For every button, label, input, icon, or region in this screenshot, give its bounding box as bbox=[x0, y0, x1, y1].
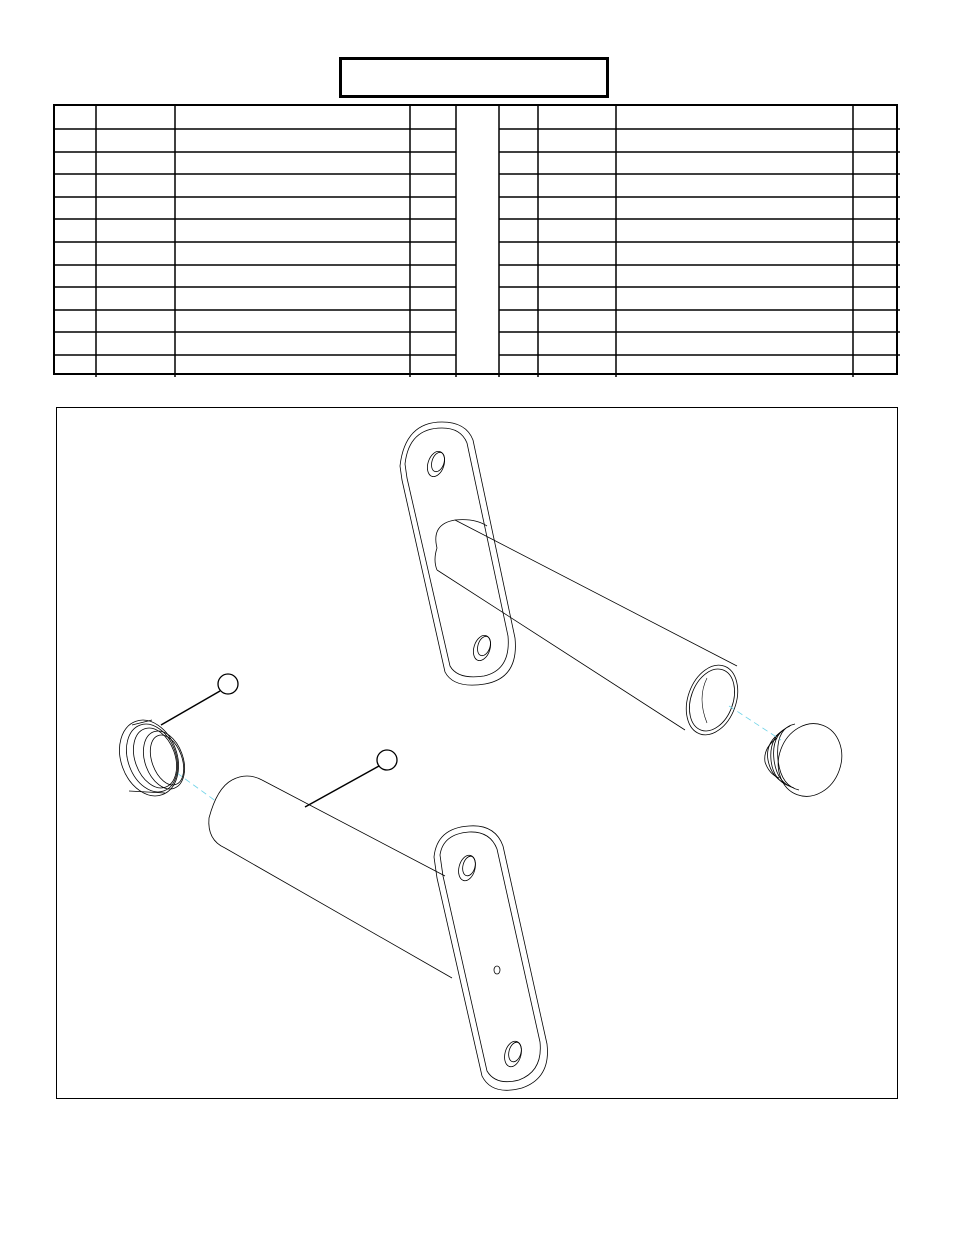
page-title-box bbox=[339, 57, 609, 98]
callout-1 bbox=[161, 674, 238, 725]
lower-tube bbox=[209, 776, 452, 978]
upper-tube bbox=[435, 520, 747, 742]
drawing-canvas bbox=[57, 408, 899, 1100]
upper-mounting-plate bbox=[400, 422, 515, 685]
upper-end-cap bbox=[765, 715, 852, 806]
parts-list-table bbox=[53, 104, 898, 375]
lower-end-cap bbox=[109, 712, 192, 804]
exploded-view-drawing bbox=[56, 407, 898, 1099]
parts-table-grid bbox=[55, 106, 900, 377]
lower-mounting-plate bbox=[434, 826, 547, 1090]
callout-2 bbox=[305, 750, 397, 807]
